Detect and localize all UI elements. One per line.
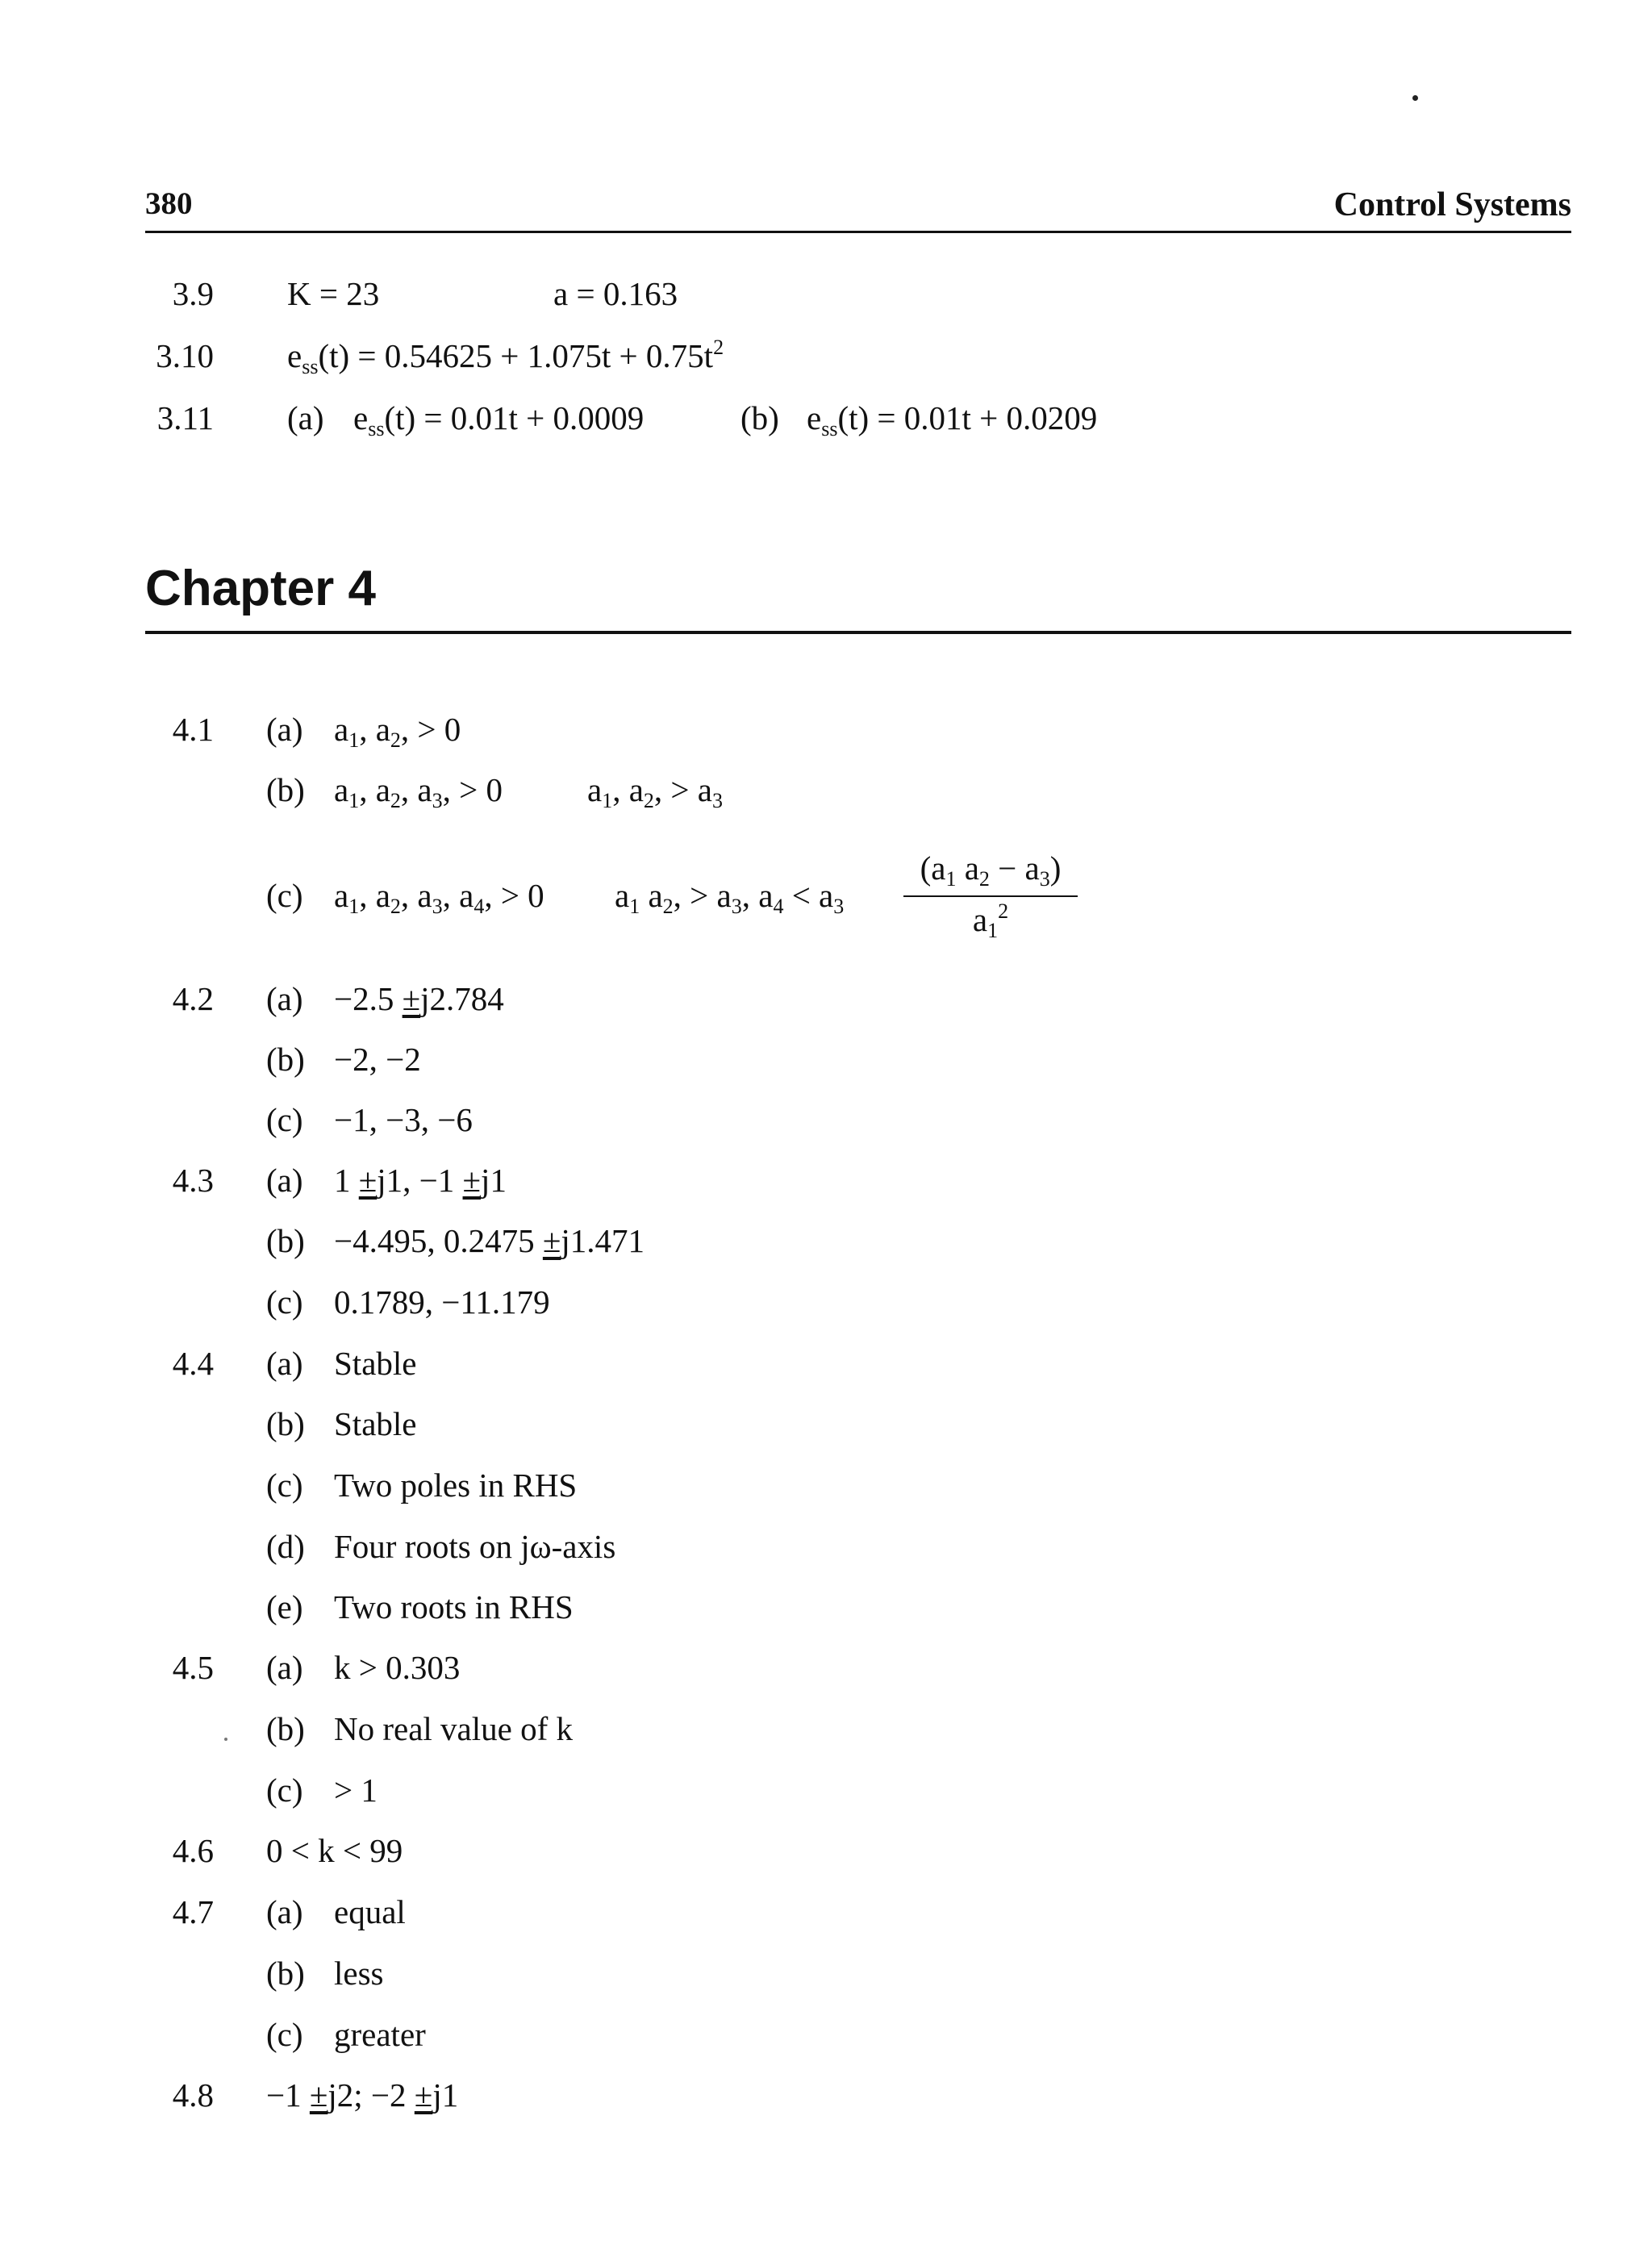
- answer-text: less: [334, 1955, 384, 1992]
- answer-text: $a_1$, $a_2$, $a_3$, $a_4$, > 0: [334, 877, 544, 918]
- part-label: (a): [266, 1162, 303, 1199]
- answer-text: k > 0.303: [334, 1649, 461, 1686]
- answer-text: $e_{ss}(t) = 0.01t + 0.0209$: [807, 399, 1098, 440]
- chapter-title: Chapter 4: [145, 561, 376, 616]
- question-number: 4.5: [172, 1649, 214, 1686]
- part-label: (c): [266, 1771, 303, 1809]
- answer-text: greater: [334, 2016, 426, 2053]
- part-label: (c): [266, 2016, 303, 2053]
- answer-text: −1, −3, −6: [334, 1101, 473, 1138]
- answer-text: $a_1$, $a_2$, $a_3$, > 0: [334, 771, 503, 812]
- answer-text: > 1: [334, 1771, 378, 1809]
- answer-text: 0 < k < 99: [266, 1832, 403, 1869]
- fraction-denominator: $a_1^2$: [972, 899, 1009, 942]
- question-number: 4.3: [172, 1162, 214, 1199]
- part-label: (a): [266, 980, 303, 1017]
- answer-text: $a_1$, $a_2$, > 0: [334, 711, 461, 752]
- part-label: (b): [266, 1222, 305, 1259]
- part-label: (b): [740, 399, 779, 436]
- part-label: (c): [266, 1101, 303, 1138]
- fraction: [900, 845, 1081, 945]
- part-label: (d): [266, 1528, 305, 1565]
- answer-text: equal: [334, 1893, 406, 1930]
- part-label: (b): [266, 1405, 305, 1442]
- question-number: 4.8: [172, 2076, 214, 2114]
- question-number: 3.10: [156, 337, 214, 374]
- answer-text: 0.1789, −11.179: [334, 1283, 550, 1321]
- answer-a: a = 0.163: [553, 275, 678, 312]
- answer-text: $a_1$ $a_2$, > $a_3$, $a_4 < a_3$: [615, 877, 845, 918]
- part-label: (e): [266, 1588, 303, 1625]
- chapter-heading: [145, 558, 1571, 634]
- answer-text: Stable: [334, 1345, 417, 1382]
- fraction-numerator: ($a_1$ $a_2 - a_3$): [920, 849, 1062, 891]
- answer-text: −2.5 ±j2.784: [334, 980, 504, 1017]
- stray-mark: [224, 1738, 227, 1741]
- question-number: 4.7: [172, 1893, 214, 1930]
- answer-text: $e_{ss}(t) = 0.01t + 0.0009$: [353, 399, 645, 440]
- answer-text: No real value of k: [334, 1710, 573, 1747]
- answer-text: Four roots on jω-axis: [334, 1528, 616, 1565]
- question-number: 3.11: [156, 399, 214, 436]
- part-label: (b): [266, 1710, 305, 1747]
- question-number: 4.4: [172, 1345, 214, 1382]
- part-label: (b): [266, 1041, 305, 1078]
- part-label: (a): [287, 399, 324, 436]
- question-number: 4.2: [172, 980, 214, 1017]
- part-label: (a): [266, 711, 303, 748]
- book-title: Control Systems: [1333, 186, 1571, 223]
- answer-text: −4.495, 0.2475 ±j1.471: [334, 1222, 645, 1259]
- part-label: (c): [266, 1283, 303, 1321]
- part-label: (b): [266, 771, 305, 808]
- page-header: [145, 186, 1571, 233]
- page-number: 380: [145, 186, 193, 221]
- answer-text: −2, −2: [334, 1041, 421, 1078]
- answer-k: K = 23: [287, 275, 380, 312]
- part-label: (a): [266, 1345, 303, 1382]
- answer-text: $a_1$, $a_2$, > $a_3$: [587, 771, 723, 812]
- part-label: (c): [266, 1467, 303, 1504]
- answer-text: 1 ±j1, −1 ±j1: [334, 1162, 507, 1199]
- stray-dot: [1412, 95, 1418, 101]
- question-number: 4.6: [172, 1832, 214, 1869]
- part-label: (b): [266, 1955, 305, 1992]
- question-number: 3.9: [172, 275, 214, 312]
- answer-text: Two roots in RHS: [334, 1588, 574, 1625]
- answer-text: Stable: [334, 1405, 417, 1442]
- question-number: 4.1: [172, 711, 214, 748]
- part-label: (a): [266, 1893, 303, 1930]
- answer-text: $e_{ss}(t) = 0.54625 + 1.075t + 0.75t^2$: [287, 336, 724, 378]
- answer-text: Two poles in RHS: [334, 1467, 578, 1504]
- part-label: (c): [266, 877, 303, 914]
- part-label: (a): [266, 1649, 303, 1686]
- answer-text: −1 ±j2; −2 ±j1: [266, 2076, 459, 2114]
